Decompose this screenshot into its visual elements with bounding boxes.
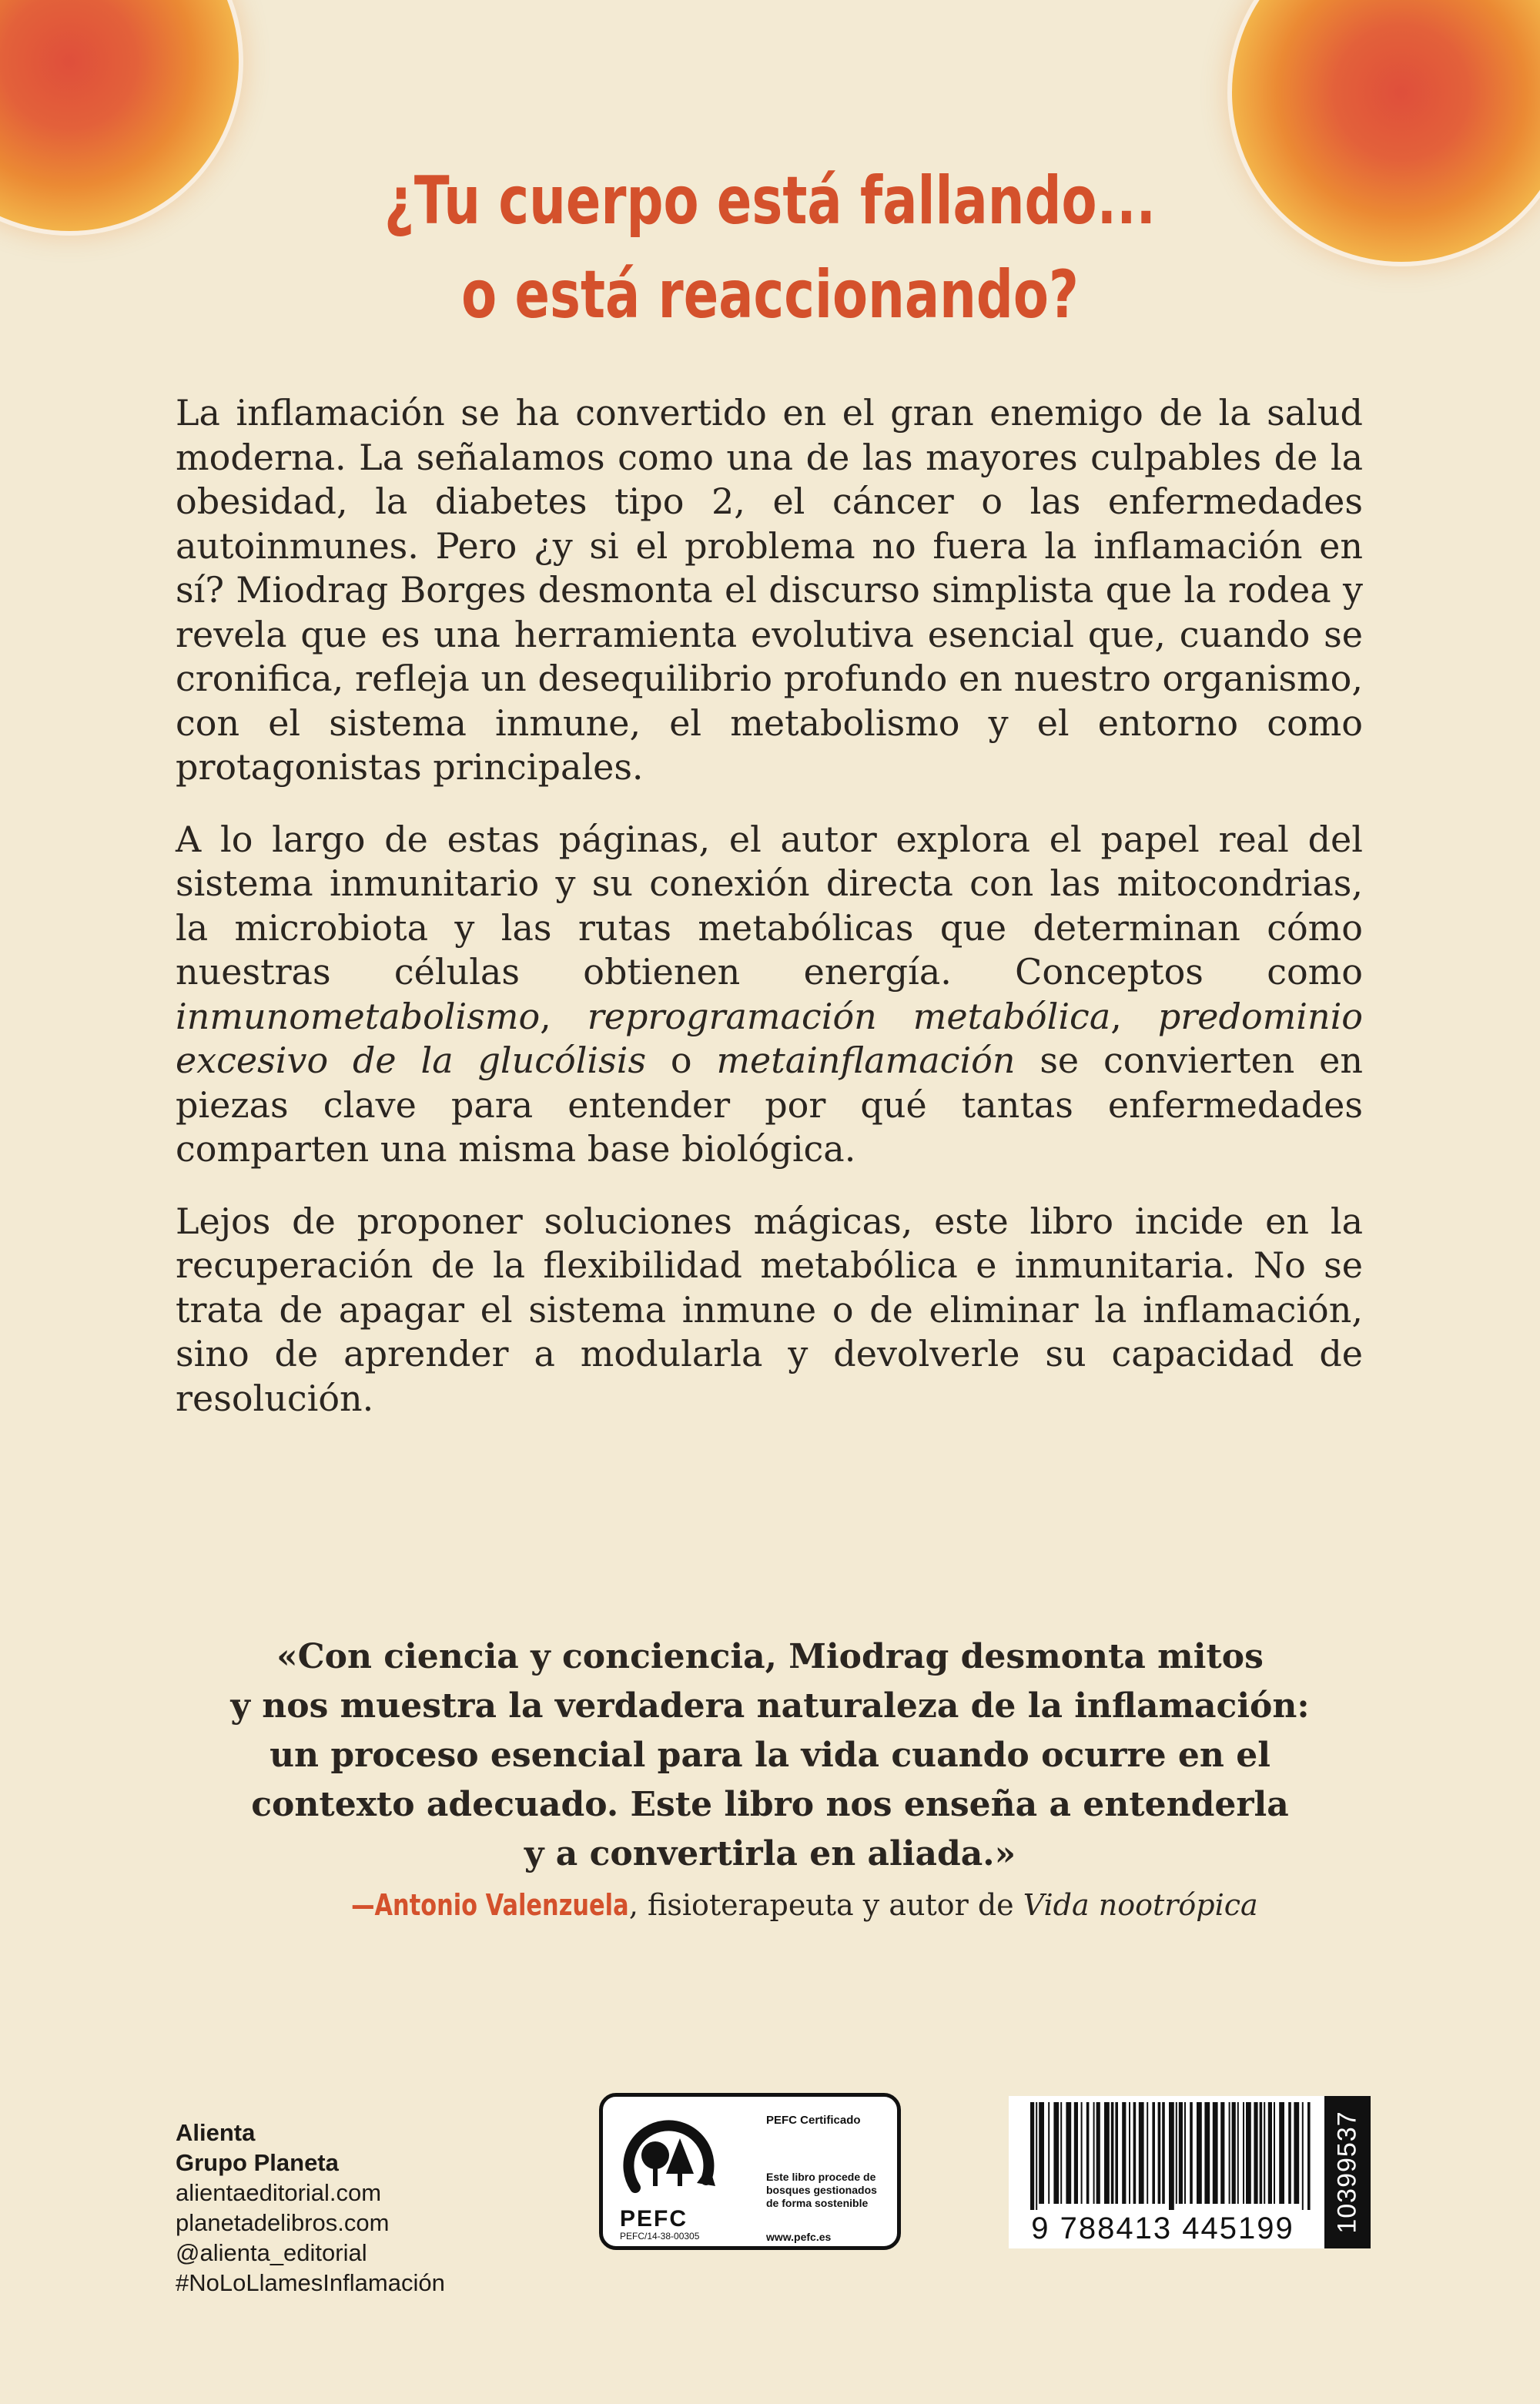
publisher-group: Grupo Planeta <box>176 2149 339 2176</box>
barcode-bar <box>1190 2102 1193 2204</box>
barcode-bar <box>1237 2102 1239 2204</box>
barcode-bar <box>1133 2102 1137 2204</box>
attribution-author: Antonio Valenzuela <box>374 1888 629 1922</box>
price-code: 10399537 <box>1332 2111 1362 2234</box>
quote-line-3: un proceso esencial para la vida cuando ocurre en el <box>270 1736 1270 1775</box>
barcode-bar <box>1039 2102 1044 2204</box>
barcode-bar <box>1129 2102 1130 2204</box>
barcode-bar <box>1232 2102 1236 2204</box>
barcode-bar <box>1274 2102 1275 2204</box>
publisher-name: Alienta <box>176 2119 256 2146</box>
barcode-bar <box>1243 2102 1244 2204</box>
term-metainflamacion: metainflamación <box>716 1040 1016 1081</box>
term-glucolisis: predominio excesivo de la glucólisis <box>176 995 1364 1081</box>
barcode-bar <box>1169 2102 1174 2210</box>
barcode-bar <box>1115 2102 1118 2204</box>
quote-line-2: y nos muestra la verdadera naturaleza de la inflamación: <box>230 1686 1310 1726</box>
barcode-bar <box>1184 2102 1186 2204</box>
barcode-bar <box>1264 2102 1265 2204</box>
pefc-description: Este libro procede de bosques gestionados de forma sostenible <box>766 2171 877 2209</box>
blurb-text: o <box>646 1040 717 1081</box>
barcode-bar <box>1111 2102 1114 2204</box>
endorsement-quote <box>200 1632 1340 1930</box>
barcode-bar <box>1268 2102 1272 2204</box>
barcode-bar <box>1074 2102 1078 2204</box>
barcode-bar <box>1081 2102 1083 2204</box>
barcode-bar <box>1162 2102 1165 2204</box>
pefc-url: www.pefc.es <box>766 2231 832 2243</box>
pefc-certification-label <box>599 2093 901 2250</box>
quote-attribution <box>200 1880 1340 1930</box>
barcode-bar <box>1066 2102 1071 2204</box>
quote-line-5: y a convertirla en aliada.» <box>524 1834 1016 1873</box>
barcode-bar <box>1152 2102 1155 2204</box>
barcode-bar <box>1093 2102 1095 2204</box>
barcode-bar <box>1048 2102 1050 2204</box>
barcode-bar <box>1260 2102 1263 2204</box>
term-reprogramacion: reprogramación metabólica <box>587 995 1111 1037</box>
barcode-bar <box>1254 2102 1257 2204</box>
pefc-tree-logo-icon <box>620 2112 720 2205</box>
barcode-bar <box>1288 2102 1291 2204</box>
barcode-bar <box>1197 2102 1202 2204</box>
book-hashtag: #NoLoLlamesInflamación <box>176 2269 445 2296</box>
blurb-text: , <box>1110 995 1158 1037</box>
barcode-bar <box>1246 2102 1251 2204</box>
publisher-website: alientaeditorial.com <box>176 2179 382 2206</box>
barcode-bar <box>1053 2102 1059 2204</box>
barcode-bars <box>1009 2096 1317 2211</box>
attribution-role: , fisioterapeuta y autor de <box>628 1888 1023 1922</box>
barcode-bar <box>1229 2102 1230 2204</box>
barcode-bar <box>1279 2102 1284 2204</box>
pefc-certified: PEFC Certificado <box>766 2114 861 2127</box>
blurb-text: , <box>540 995 588 1037</box>
pefc-mark: PEFC <box>620 2206 688 2232</box>
headline-line-2: o está reaccionando? <box>461 256 1079 333</box>
blurb-paragraph-1: La inflamación se ha convertido en el gran enemigo de la salud moderna. La señalamos como una de las mayores culpables de la obesidad, la diabetes tipo 2, el cáncer o las enfermedades autoinmunes. Pero ¿y si el problema no fuera la inflamación en sí? Miodrag Borges desmonta el discurso simplista que la rodea y revela que es una herramienta evolutiva esencial que, cuando se cronifica, refleja un desequilibrio profundo en nuestro organismo, con el sistema inmune, el metabolismo y el entorno como protagonistas principales. <box>176 392 1363 788</box>
blurb <box>176 391 1363 1448</box>
barcode-bar <box>1220 2102 1224 2204</box>
isbn-barcode <box>1009 2096 1371 2248</box>
barcode-bar <box>1139 2102 1144 2204</box>
barcode-bar <box>1302 2102 1304 2210</box>
barcode-bar <box>1104 2102 1110 2204</box>
barcode-bar <box>1176 2102 1177 2204</box>
isbn-number: 9 788413 445199 <box>1031 2211 1294 2245</box>
pefc-code: PEFC/14-38-00305 <box>620 2231 700 2242</box>
barcode-bar <box>1204 2102 1210 2204</box>
quote-line-4: contexto adecuado. Este libro nos enseña a entenderla <box>251 1785 1289 1824</box>
attribution-work: Vida nootrópica <box>1023 1888 1258 1922</box>
barcode-bar <box>1030 2102 1034 2210</box>
price-code-strip <box>1324 2096 1371 2248</box>
barcode-bar <box>1036 2102 1037 2210</box>
blurb-text: se convierten en piezas clave para entender por qué tantas enfermedades comparten una misma base biológica. <box>176 1040 1363 1170</box>
barcode-bar <box>1086 2102 1090 2204</box>
blurb-paragraph-3: Lejos de proponer soluciones mágicas, este libro incide en la recuperación de la flexibilidad metabólica e inmunitaria. No se trata de apagar el sistema inmune o de eliminar la inflamación, sino de aprender a modularla y devolverle su capacidad de resolución. <box>176 1200 1363 1419</box>
attribution-dash: — <box>351 1888 375 1922</box>
barcode-bar <box>1147 2102 1148 2204</box>
barcode-bar <box>1294 2102 1299 2204</box>
publisher-social: @alienta_editorial <box>176 2239 367 2266</box>
term-inmunometabolismo: inmunometabolismo <box>176 995 541 1037</box>
blurb-paragraph-2 <box>176 818 1363 1172</box>
headline-line-1: ¿Tu cuerpo está fallando... <box>383 162 1157 239</box>
barcode-bar <box>1307 2102 1311 2210</box>
planeta-website: planetadelibros.com <box>176 2209 390 2236</box>
barcode-bar <box>1179 2102 1183 2204</box>
barcode-bar <box>1060 2102 1062 2204</box>
barcode-bar <box>1158 2102 1161 2204</box>
barcode-bar <box>1213 2102 1218 2204</box>
barcode-bar <box>1096 2102 1100 2204</box>
blurb-text: A lo largo de estas páginas, el autor explora el papel real del sistema inmunitario y su conexión directa con las mitocondrias, la microbiota y las rutas metabólicas que determinan cómo nuestras células obtienen energía. Conceptos como <box>176 818 1363 993</box>
publisher-info <box>176 2118 576 2298</box>
barcode-bar <box>1122 2102 1126 2204</box>
headline <box>169 154 1371 342</box>
quote-line-1: «Con ciencia y conciencia, Miodrag desmonta mitos <box>276 1637 1264 1676</box>
